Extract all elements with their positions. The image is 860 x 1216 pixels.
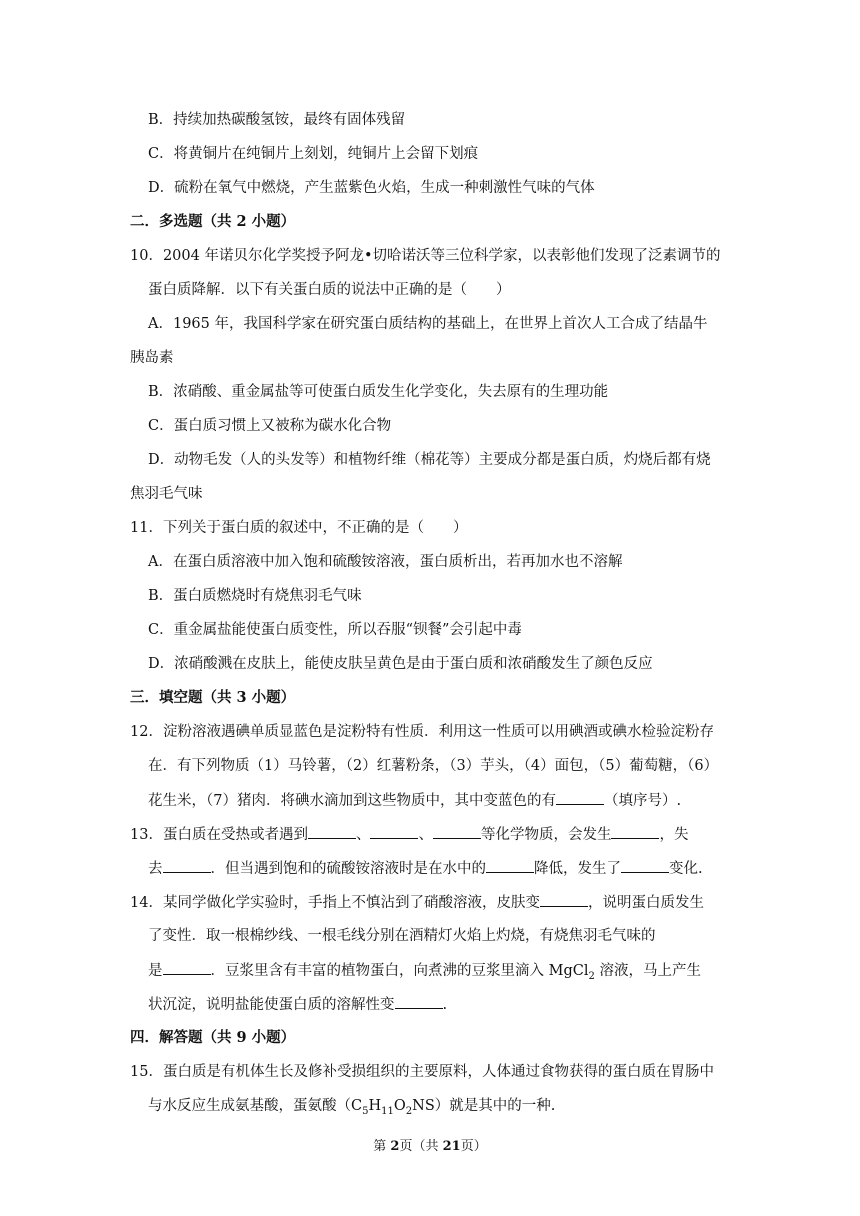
q9-option-b: B．持续加热碳酸氢铵，最终有固体残留 <box>148 112 406 128</box>
subscript: 5 <box>362 1105 369 1117</box>
q13-text: 等化学物质，会发生 <box>480 827 612 843</box>
q12-line3 <box>148 790 681 811</box>
q12-line3-text: 花生米，（7）猪肉．将碘水滴加到这些物质中，其中变蓝色的有 <box>148 793 556 809</box>
q15-text: O <box>393 1098 406 1114</box>
q14-text: ，说明蛋白质发生 <box>587 895 704 911</box>
q13-text: 、 <box>355 827 371 843</box>
q10-option-b: B．浓硝酸、重金属盐等可使蛋白质发生化学变化，失去原有的生理功能 <box>148 384 609 400</box>
q15-line2 <box>148 1096 555 1122</box>
subscript: 2 <box>405 1105 413 1117</box>
q12-line1: 12．淀粉溶液遇碘单质显蓝色是淀粉特有性质．利用这一性质可以用碘酒或碘水检验淀粉存 <box>130 724 714 740</box>
answer-blank[interactable] <box>540 892 588 907</box>
answer-blank[interactable] <box>433 824 481 839</box>
q10-stem-line2: 蛋白质降解．以下有关蛋白质的说法中正确的是（ ） <box>148 282 511 298</box>
q15-line1: 15．蛋白质是有机体生长及修补受损组织的主要原料，人体通过食物获得的蛋白质在胃肠中 <box>130 1064 714 1080</box>
q13-text: 变化. <box>669 861 703 877</box>
answer-blank[interactable] <box>308 824 356 839</box>
q14-text: 14．某同学做化学实验时，手指上不慎沾到了硝酸溶液，皮肤变 <box>130 895 540 911</box>
q14-text: 溶液，马上产生 <box>594 963 701 979</box>
footer-text: 页） <box>460 1139 487 1154</box>
section-heading-multiple-choice: 二．多选题（共 2 小题） <box>130 213 296 230</box>
q14-line1 <box>130 892 704 913</box>
q13-text: 、 <box>418 827 433 843</box>
q14-text: 是 <box>148 963 163 979</box>
footer-text: 第 <box>373 1139 391 1154</box>
page-total: 21 <box>442 1139 461 1154</box>
page-number: 2 <box>390 1139 400 1154</box>
q15-text: NS）就是其中的一种. <box>412 1098 556 1114</box>
q13-text: ，失 <box>659 827 689 843</box>
q11-stem: 11．下列关于蛋白质的叙述中，不正确的是（ ） <box>130 520 468 536</box>
q13-line2 <box>148 858 703 879</box>
q10-stem-line1: 10．2004 年诺贝尔化学奖授予阿龙•切哈诺沃等三位科学家，以表彰他们发现了泛素调节的 <box>130 248 721 264</box>
q13-text: 降低，发生了 <box>534 861 621 877</box>
q11-option-a: A．在蛋白质溶液中加入饱和硫酸铵溶液，蛋白质析出，若再加水也不溶解 <box>148 554 623 570</box>
q15-text: H <box>368 1098 382 1114</box>
q13-line1 <box>130 824 688 845</box>
q12-line3-tail: （填序号）. <box>603 793 682 809</box>
q14-text: 状沉淀，说明盐能使蛋白质的溶解性变 <box>148 997 395 1013</box>
answer-blank[interactable] <box>621 858 669 873</box>
footer-text: 页（共 <box>399 1139 443 1154</box>
q10-option-d-line2: 焦羽毛气味 <box>130 486 203 502</box>
answer-blank[interactable] <box>556 790 604 805</box>
q14-line4 <box>148 994 447 1015</box>
section-heading-short-answer: 四．解答题（共 9 小题） <box>130 1029 296 1046</box>
subscript: 11 <box>381 1105 394 1117</box>
q10-option-c: C．蛋白质习惯上又被称为碳水化合物 <box>148 418 392 434</box>
q11-option-b: B．蛋白质燃烧时有烧焦羽毛气味 <box>148 588 362 604</box>
q11-option-d: D．浓硝酸溅在皮肤上，能使皮肤呈黄色是由于蛋白质和浓硝酸发生了颜色反应 <box>148 656 653 672</box>
subscript: 2 <box>588 970 595 982</box>
q14-text: . <box>442 997 448 1013</box>
page-footer <box>0 1138 860 1156</box>
q15-text: 与水反应生成氨基酸，蛋氨酸（C <box>148 1098 363 1114</box>
q12-line2: 在．有下列物质（1）马铃薯，（2）红薯粉条，（3）芋头，（4）面包，（5）葡萄糖，（6） <box>148 758 719 774</box>
section-heading-fill-in: 三．填空题（共 3 小题） <box>130 689 296 706</box>
answer-blank[interactable] <box>163 960 211 975</box>
q10-option-a-line1: A．1965 年，我国科学家在研究蛋白质结构的基础上，在世界上首次人工合成了结晶牛 <box>148 316 708 332</box>
q9-option-d: D．硫粉在氧气中燃烧，产生蓝紫色火焰，生成一种刺激性气味的气体 <box>148 180 595 196</box>
q11-option-c: C．重金属盐能使蛋白质变性，所以吞服“钡餐”会引起中毒 <box>148 622 522 638</box>
q13-text: ．但当遇到饱和的硫酸铵溶液时是在水中的 <box>210 861 486 877</box>
answer-blank[interactable] <box>611 824 659 839</box>
q10-option-d-line1: D．动物毛发（人的头发等）和植物纤维（棉花等）主要成分都是蛋白质，灼烧后都有烧 <box>148 452 711 468</box>
q9-option-c: C．将黄铜片在纯铜片上刻划，纯铜片上会留下划痕 <box>148 146 479 162</box>
q13-text: 13．蛋白质在受热或者遇到 <box>130 827 308 843</box>
q14-text: ．豆浆里含有丰富的植物蛋白，向煮沸的豆浆里滴入 MgCl <box>210 963 589 979</box>
q13-text: 去 <box>148 861 163 877</box>
q14-line3 <box>148 960 701 987</box>
answer-blank[interactable] <box>163 858 211 873</box>
answer-blank[interactable] <box>370 824 418 839</box>
answer-blank[interactable] <box>395 994 443 1009</box>
q14-line2: 了变性．取一根棉纱线、一根毛线分别在酒精灯火焰上灼烧，有烧焦羽毛气味的 <box>148 928 656 944</box>
answer-blank[interactable] <box>486 858 534 873</box>
q10-option-a-line2: 胰岛素 <box>130 350 174 366</box>
